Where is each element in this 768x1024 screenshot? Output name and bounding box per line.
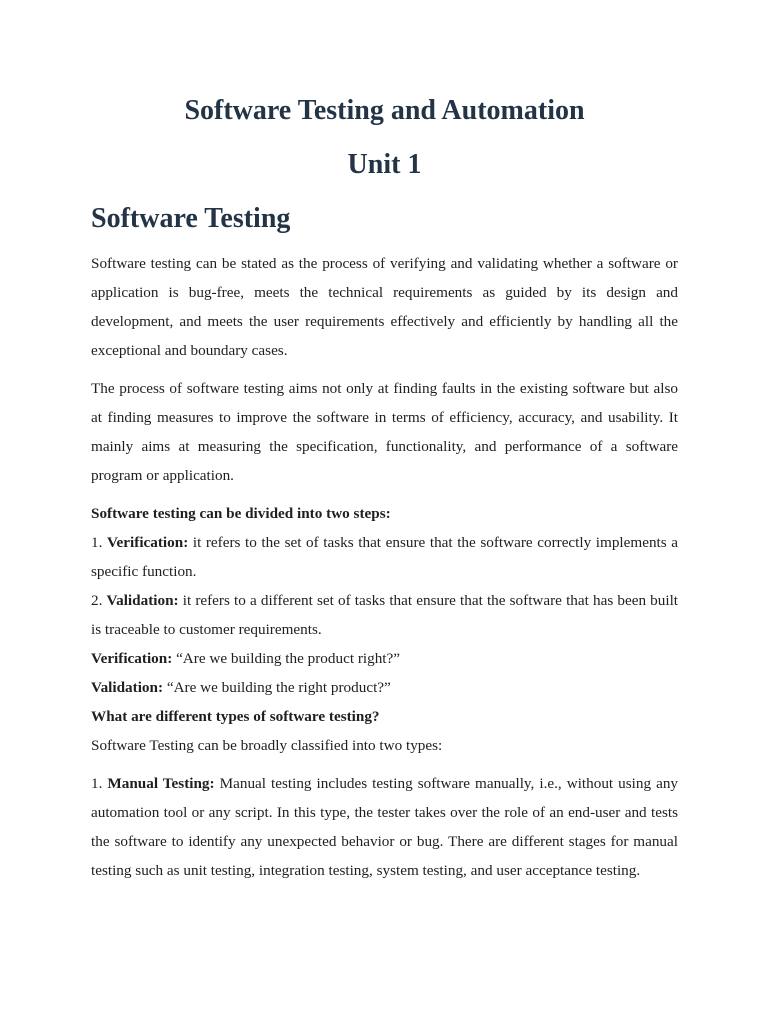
step-1 [91,528,678,586]
manual-text: Manual testing includes testing software manually, i.e., without using any automation tool or any script. In this type, the tester takes over the role of an end-user and tests the software to identify any unexpected behavior or bug. There are different stages for manual testing such as unit testing, integration testing, system testing, and user acceptance testing. [91,775,679,879]
validation-term: Validation: [91,679,164,696]
document-body [91,249,678,885]
manual-testing [91,769,678,885]
verification-question: “Are we building the product right?” [176,650,401,667]
step-1-text: it refers to the set of tasks that ensure that the software correctly implements a specific function. [91,534,678,580]
types-heading [91,702,678,731]
validation-line [91,673,678,702]
manual-term: Manual Testing: [107,775,215,792]
manual-number: 1. [91,775,103,792]
types-heading-text: What are different types of software testing? [91,708,380,725]
step-2-term: Validation: [106,592,179,609]
section-heading: Software Testing [91,203,291,234]
steps-heading [91,499,678,528]
paragraph-1: Software testing can be stated as the process of verifying and validating whether a software or application is bug-free, meets the technical requirements as guided by its design and development, and meets the user requirements effectively and efficiently by handling all the exceptional and boundary cases. [91,255,678,359]
verification-line [91,644,678,673]
document-title: Software Testing and Automation [184,95,585,126]
step-2-number: 2. [91,592,103,609]
step-2 [91,586,678,644]
step-2-text: it refers to a different set of tasks that ensure that the software that has been built is traceable to customer requirements. [91,592,679,638]
validation-question: “Are we building the right product?” [166,679,391,696]
step-1-number: 1. [91,534,103,551]
paragraph-2: The process of software testing aims not only at finding faults in the existing software but also at finding measures to improve the software in terms of efficiency, accuracy, and usability. It mainly aims at measuring the specification, functionality, and performance of a software program or application. [91,380,678,484]
unit-heading: Unit 1 [347,149,422,180]
verification-term: Verification: [91,650,173,667]
step-1-term: Verification: [106,534,189,551]
steps-heading-text: Software testing can be divided into two steps: [91,505,391,522]
types-intro: Software Testing can be broadly classified into two types: [91,737,443,754]
